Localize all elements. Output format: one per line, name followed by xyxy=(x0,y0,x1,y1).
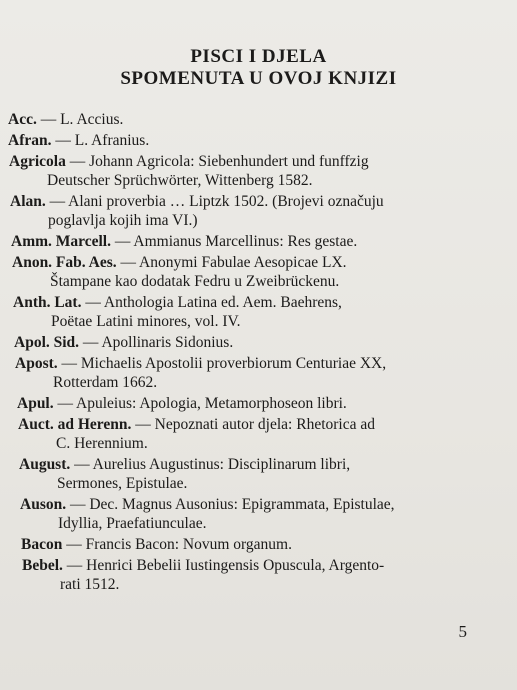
list-item xyxy=(0,253,517,291)
entry-text: — Apollinaris Sidonius. xyxy=(79,334,234,351)
list-item xyxy=(0,556,517,594)
entry-abbreviation: Auct. ad Herenn. xyxy=(18,416,132,433)
entry-text: — Henrici Bebelii Iustingensis Opuscula, Argento- xyxy=(62,557,385,574)
list-item xyxy=(0,232,517,251)
entry-text: — L. Accius. xyxy=(36,111,124,128)
entry-text: — Aurelius Augustinus: Disciplinarum libri, xyxy=(70,456,351,473)
entry-continuation: Sermones, Epistulae. xyxy=(57,475,188,492)
list-item xyxy=(0,394,517,413)
entry-abbreviation: Agricola xyxy=(9,153,66,170)
entry-text: — Anthologia Latina ed. Aem. Baehrens, xyxy=(81,294,342,311)
entry-abbreviation: Amm. Marcell. xyxy=(11,233,111,250)
abbreviation-list xyxy=(0,110,517,596)
list-item xyxy=(0,354,517,392)
entry-continuation: Štampane kao dodatak Fedru u Zweibrückenu. xyxy=(50,273,340,290)
entry-text: — Johann Agricola: Siebenhundert und funffzig xyxy=(65,153,369,170)
entry-continuation: C. Herennium. xyxy=(56,435,148,452)
list-item xyxy=(0,152,517,190)
entry-abbreviation: Anth. Lat. xyxy=(13,294,82,311)
entry-continuation: Poëtae Latini minores, vol. IV. xyxy=(51,313,241,330)
entry-continuation: Idyllia, Praefatiunculae. xyxy=(58,515,207,532)
entry-abbreviation: Apul. xyxy=(17,395,54,412)
list-item xyxy=(0,535,517,554)
entry-text: — Francis Bacon: Novum organum. xyxy=(62,536,292,553)
entry-abbreviation: Bacon xyxy=(21,536,63,553)
list-item xyxy=(0,495,517,533)
page-number: 5 xyxy=(458,622,467,641)
entry-abbreviation: Auson. xyxy=(20,496,67,513)
list-item xyxy=(0,192,517,230)
entry-continuation: rati 1512. xyxy=(60,576,120,593)
entry-text: — Anonymi Fabulae Aesopicae LX. xyxy=(116,254,347,271)
list-item xyxy=(0,333,517,352)
entry-text: — Alani proverbia … Liptzk 1502. (Brojevi označuju xyxy=(45,193,384,210)
entry-abbreviation: Apol. Sid. xyxy=(14,334,80,351)
entry-abbreviation: Acc. xyxy=(8,111,37,128)
entry-abbreviation: Apost. xyxy=(15,355,58,372)
entry-text: — L. Afranius. xyxy=(51,132,150,149)
entry-abbreviation: August. xyxy=(19,456,71,473)
list-item xyxy=(0,131,517,150)
entry-text: — Apuleius: Apologia, Metamorphoseon libri. xyxy=(53,395,347,412)
list-item xyxy=(0,110,517,129)
entry-text: — Dec. Magnus Ausonius: Epigrammata, Epistulae, xyxy=(66,496,395,513)
entry-text: — Michaelis Apostolii proverbiorum Centuriae XX, xyxy=(57,355,387,372)
entry-text: — Ammianus Marcellinus: Res gestae. xyxy=(111,233,358,250)
page-title: PISCI I DJELA xyxy=(190,46,327,67)
entry-continuation: Deutscher Sprüchwörter, Wittenberg 1582. xyxy=(47,172,313,189)
list-item xyxy=(0,415,517,453)
list-item xyxy=(0,293,517,331)
entry-continuation: Rotterdam 1662. xyxy=(53,374,158,391)
entry-abbreviation: Alan. xyxy=(10,193,46,210)
entry-text: — Nepoznati autor djela: Rhetorica ad xyxy=(131,416,375,433)
entry-abbreviation: Afran. xyxy=(8,132,52,149)
entry-abbreviation: Anon. Fab. Aes. xyxy=(12,254,117,271)
page-subtitle: SPOMENUTA U OVOJ KNJIZI xyxy=(120,68,397,89)
list-item xyxy=(0,455,517,493)
entry-continuation: poglavlja kojih ima VI.) xyxy=(48,212,198,229)
entry-abbreviation: Bebel. xyxy=(22,557,63,574)
